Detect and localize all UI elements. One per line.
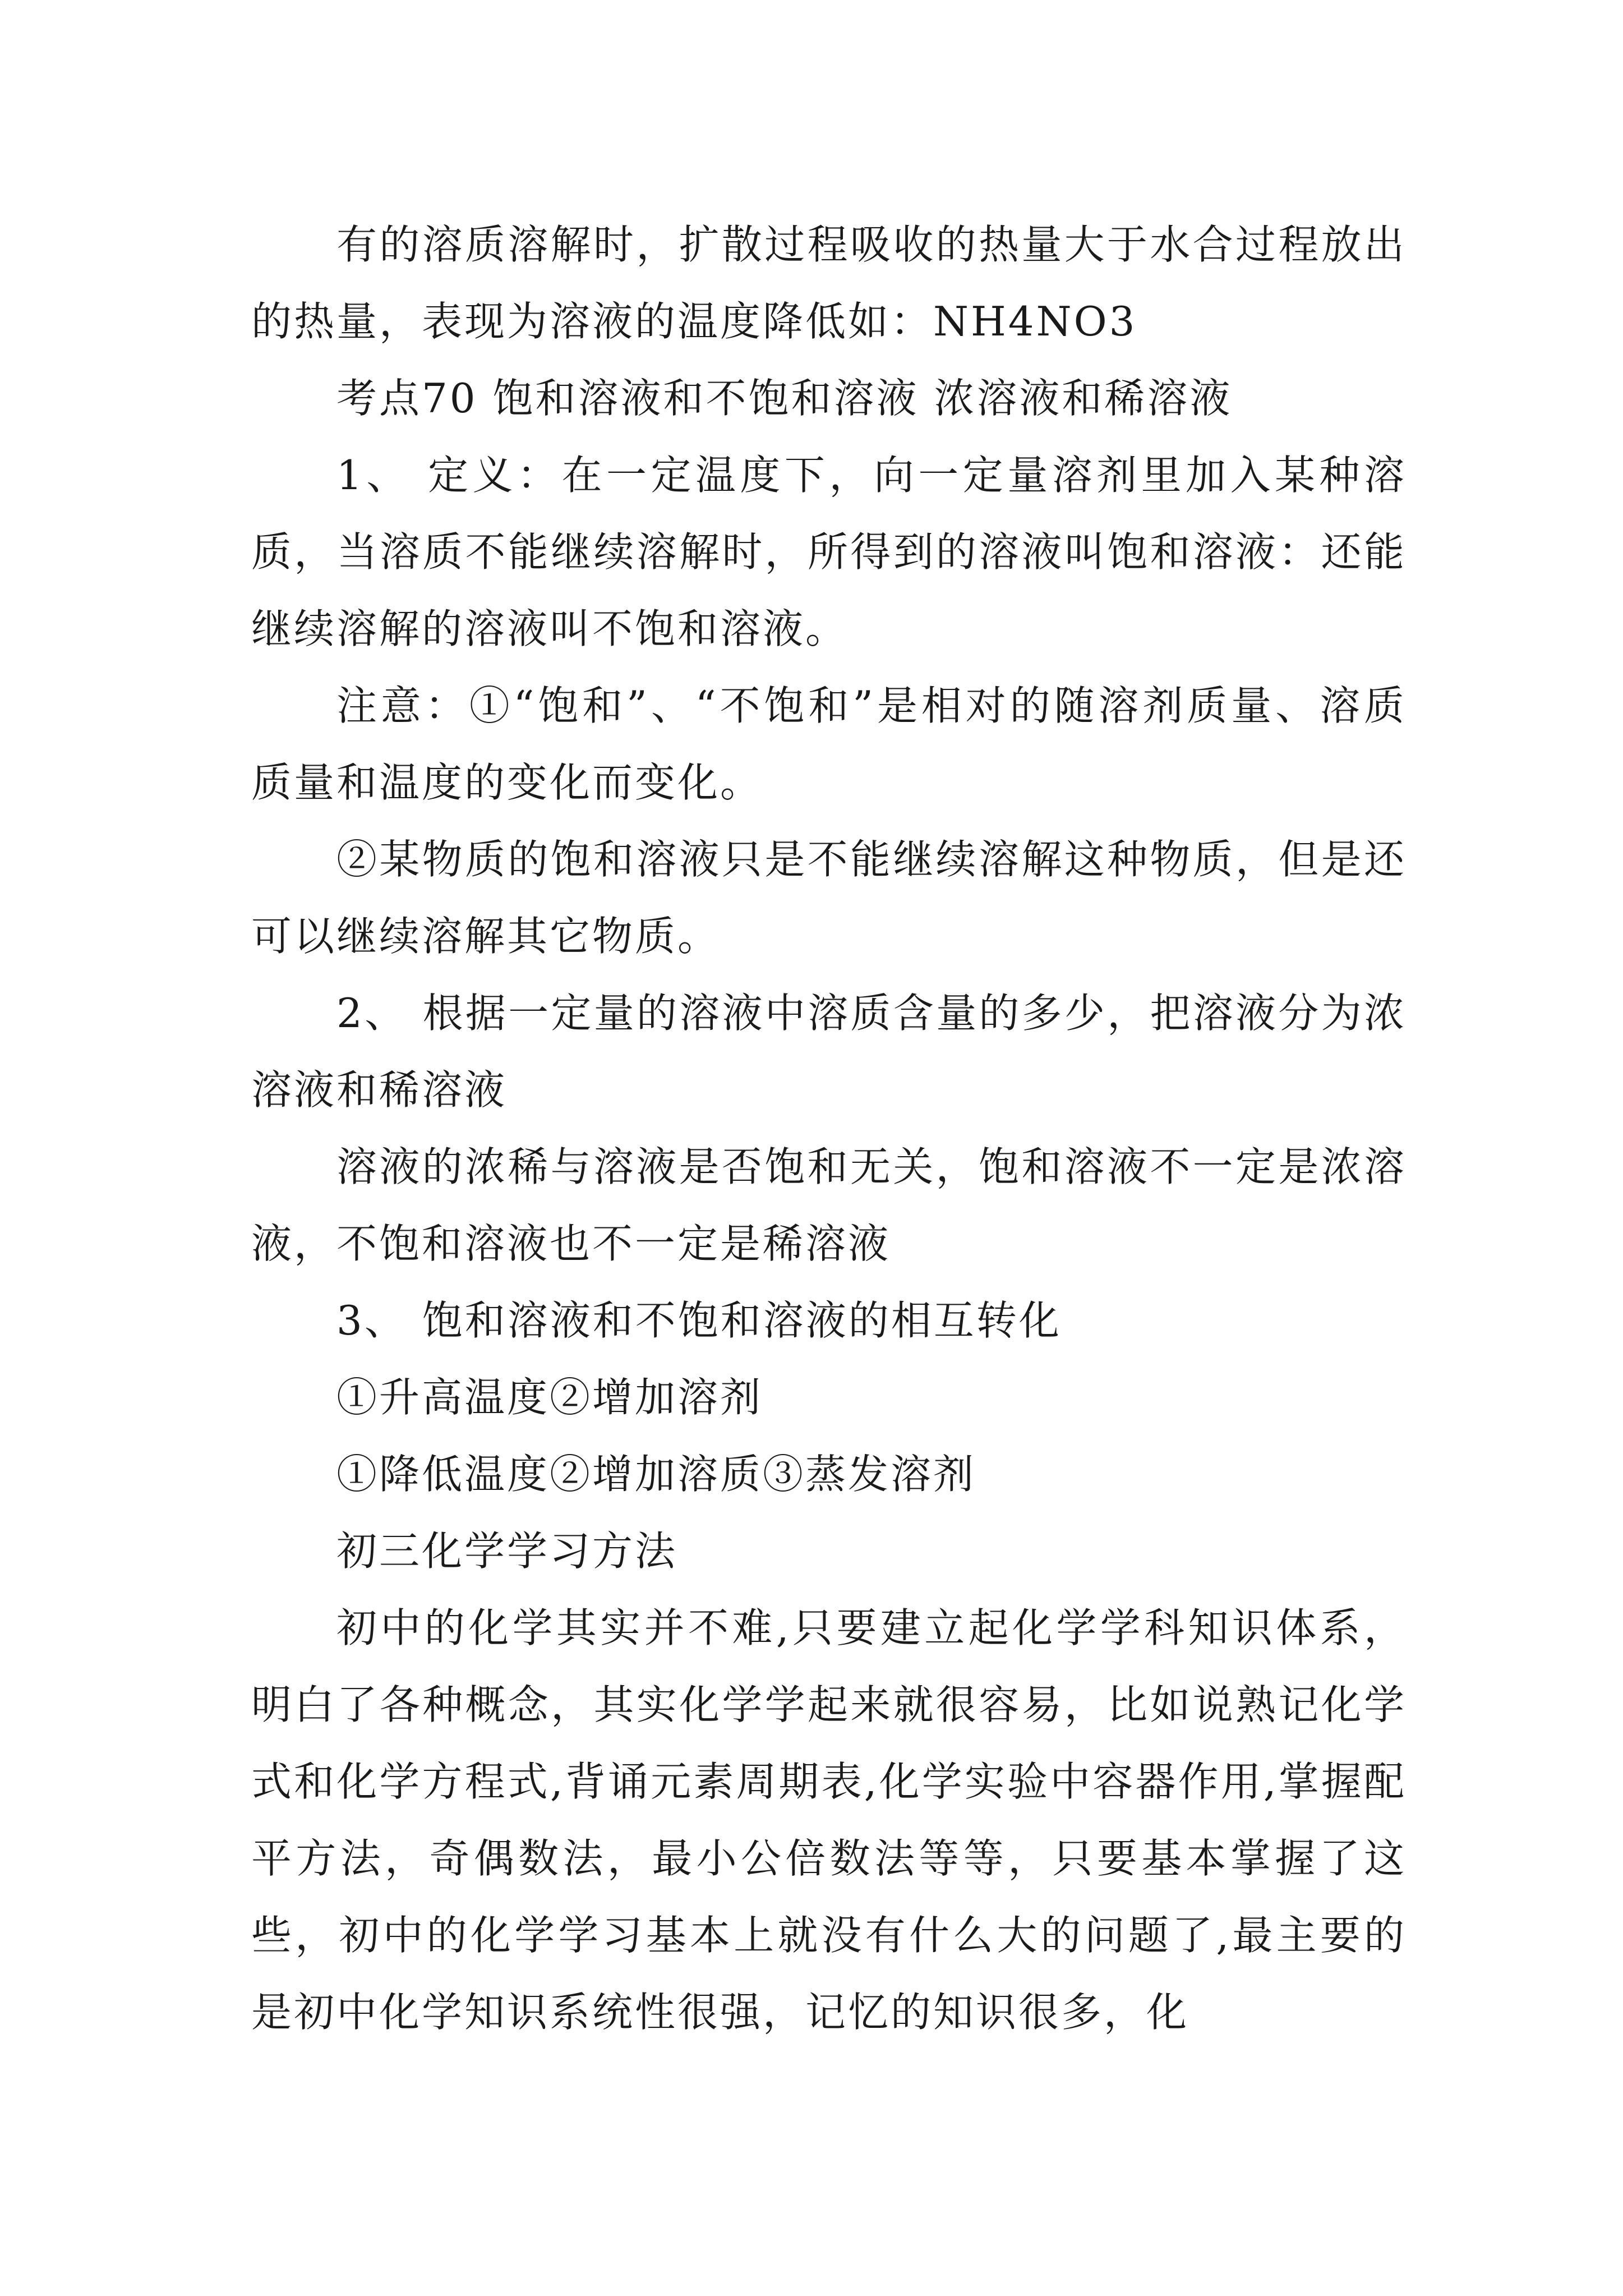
paragraph-heat-absorption: 有的溶质溶解时，扩散过程吸收的热量大于水合过程放出的热量，表现为溶液的温度降低如：NH4NO3 — [251, 221, 1407, 345]
paragraph-conversion-heading: 3、 饱和溶液和不饱和溶液的相互转化 — [336, 1297, 1062, 1344]
paragraph-conversion-2: ①降低温度②增加溶质③蒸发溶剂 — [336, 1451, 976, 1498]
paragraph-study-method: 初中的化学其实并不难,只要建立起化学学科知识体系，明白了各种概念，其实化学学起来就很容易，比如说熟记化学式和化学方程式,背诵元素周期表,化学实验中容器作用,掌握配平方法，奇偶数法，最小公倍数法等等，只要基本掌握了这些，初中的化学学习基本上就没有什么大的问题了,最主要的是初中化学知识系统性很强，记忆的知识很多，化 — [251, 1604, 1407, 2036]
document-body — [251, 206, 1407, 2051]
paragraph-concentration-note: 溶液的浓稀与溶液是否饱和无关，饱和溶液不一定是浓溶液，不饱和溶液也不一定是稀溶液 — [251, 1143, 1407, 1267]
paragraph-study-method-heading: 初三化学学习方法 — [336, 1527, 678, 1575]
paragraph-concentration: 2、 根据一定量的溶液中溶质含量的多少，把溶液分为浓溶液和稀溶液 — [251, 990, 1407, 1114]
paragraph-definition: 1、 定义：在一定温度下，向一定量溶剂里加入某种溶质，当溶质不能继续溶解时，所得到的溶液叫饱和溶液：还能继续溶解的溶液叫不饱和溶液。 — [251, 452, 1407, 652]
paragraph-note-1: 注意：①“饱和”、“不饱和”是相对的随溶剂质量、溶质质量和温度的变化而变化。 — [251, 682, 1407, 806]
paragraph-note-2: ②某物质的饱和溶液只是不能继续溶解这种物质，但是还可以继续溶解其它物质。 — [251, 836, 1407, 960]
paragraph-conversion-1: ①升高温度②增加溶剂 — [336, 1374, 763, 1421]
paragraph-topic-heading: 考点70 饱和溶液和不饱和溶液 浓溶液和稀溶液 — [336, 375, 1233, 422]
